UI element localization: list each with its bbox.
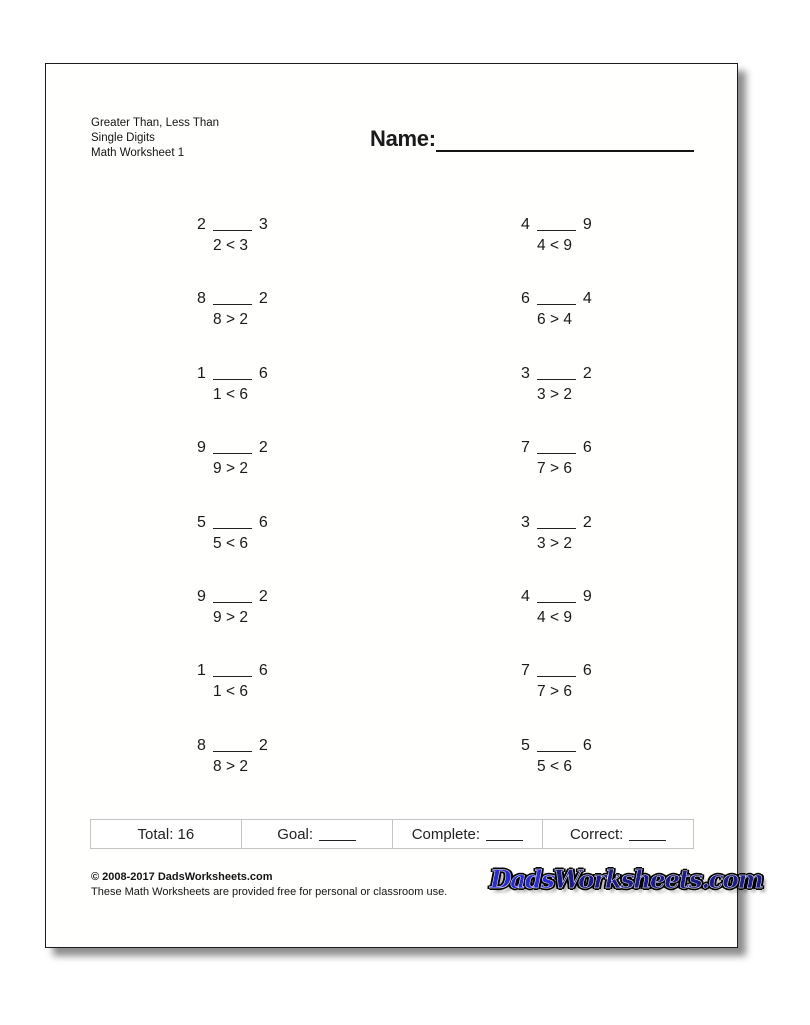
operand-right: 2 [582, 513, 592, 531]
problem-7 [197, 661, 268, 735]
operand-right: 2 [258, 439, 268, 457]
operand-left: 8 [197, 736, 206, 754]
answer-text: 6 > 4 [537, 311, 572, 329]
comparison-blank [213, 673, 252, 677]
problem-8 [197, 736, 268, 810]
operand-right: 6 [582, 736, 592, 754]
operand-right: 2 [582, 364, 592, 382]
answer-text: 7 > 6 [537, 460, 572, 478]
operand-right: 4 [582, 290, 592, 308]
complete-cell [393, 820, 544, 848]
footer-text [91, 870, 447, 900]
operand-left: 5 [521, 736, 530, 754]
comparison-blank [537, 748, 576, 752]
operand-right: 9 [582, 587, 592, 605]
operand-right: 6 [258, 662, 268, 680]
worksheet-number: Math Worksheet 1 [91, 146, 185, 159]
problems-left-column [197, 215, 268, 810]
operand-left: 1 [197, 364, 206, 382]
comparison-blank [537, 450, 576, 454]
comparison-blank [213, 525, 252, 529]
operand-right: 6 [258, 513, 268, 531]
comparison-blank [213, 376, 252, 380]
dadsworksheets-logo [490, 865, 763, 894]
comparison-blank [213, 748, 252, 752]
copyright-line: © 2008-2017 DadsWorksheets.com [91, 871, 273, 883]
operand-left: 7 [521, 662, 530, 680]
goal-blank-line [319, 829, 356, 841]
logo-worksheets-text: Worksheets [553, 865, 702, 894]
answer-text: 3 > 2 [537, 534, 572, 552]
answer-text: 9 > 2 [213, 608, 248, 626]
correct-blank-line [629, 829, 666, 841]
name-row [370, 126, 694, 152]
logo-dads-text: Dads [490, 865, 554, 894]
problem-3 [197, 364, 268, 438]
operand-left: 5 [197, 513, 206, 531]
comparison-blank [537, 301, 576, 305]
answer-text: 7 > 6 [537, 683, 572, 701]
problem-14 [521, 587, 592, 661]
answer-text: 3 > 2 [537, 385, 572, 403]
logo-tld-text: .com [701, 865, 763, 894]
worksheet-title: Greater Than, Less Than [91, 117, 220, 129]
operand-left: 1 [197, 662, 206, 680]
problem-15 [521, 661, 592, 735]
problem-10 [521, 289, 592, 363]
total-label: Total: 16 [137, 825, 195, 843]
operand-left: 8 [197, 290, 206, 308]
correct-cell [543, 820, 693, 848]
problem-2 [197, 289, 268, 363]
operand-right: 2 [258, 587, 268, 605]
answer-text: 5 < 6 [537, 757, 572, 775]
operand-right: 2 [258, 290, 268, 308]
answer-text: 1 < 6 [213, 385, 248, 403]
operand-left: 7 [521, 439, 530, 457]
answer-text: 8 > 2 [213, 311, 248, 329]
correct-label: Correct: [569, 825, 624, 843]
problem-13 [521, 513, 592, 587]
comparison-blank [213, 599, 252, 603]
operand-left: 3 [521, 513, 530, 531]
problems-right-column [521, 215, 592, 810]
answer-text: 4 < 9 [537, 608, 572, 626]
problem-6 [197, 587, 268, 661]
problem-1 [197, 215, 268, 289]
comparison-blank [213, 450, 252, 454]
operand-right: 6 [582, 439, 592, 457]
name-label: Name: [370, 126, 436, 151]
operand-right: 2 [258, 736, 268, 754]
operand-right: 6 [258, 364, 268, 382]
comparison-blank [537, 525, 576, 529]
comparison-blank [213, 227, 252, 231]
answer-text: 9 > 2 [213, 460, 248, 478]
worksheet-page [45, 63, 763, 948]
answer-text: 1 < 6 [213, 683, 248, 701]
operand-left: 9 [197, 587, 206, 605]
problem-4 [197, 438, 268, 512]
operand-left: 3 [521, 364, 530, 382]
complete-blank-line [486, 829, 523, 841]
problem-9 [521, 215, 592, 289]
comparison-blank [537, 599, 576, 603]
answer-text: 2 < 3 [213, 237, 248, 254]
answer-text: 5 < 6 [213, 534, 248, 552]
operand-right: 3 [258, 216, 268, 233]
problem-12 [521, 438, 592, 512]
operand-right: 6 [582, 662, 592, 680]
comparison-blank [537, 227, 576, 231]
goal-cell [242, 820, 393, 848]
operand-right: 9 [582, 216, 592, 233]
worksheet-header [91, 116, 219, 160]
worksheet-subtitle: Single Digits [91, 131, 155, 144]
comparison-blank [537, 376, 576, 380]
operand-left: 2 [197, 216, 206, 233]
comparison-blank [213, 301, 252, 305]
total-cell [91, 820, 242, 848]
operand-left: 6 [521, 290, 530, 308]
name-blank-line [436, 126, 694, 152]
problem-11 [521, 364, 592, 438]
problem-5 [197, 513, 268, 587]
goal-label: Goal: [277, 825, 314, 843]
answer-text: 8 > 2 [213, 757, 248, 775]
operand-left: 9 [197, 439, 206, 457]
complete-label: Complete: [411, 825, 481, 843]
problem-16 [521, 736, 592, 810]
operand-left: 4 [521, 216, 530, 233]
operand-left: 4 [521, 587, 530, 605]
answer-text: 4 < 9 [537, 237, 572, 254]
score-summary-table [90, 819, 694, 849]
usage-line: These Math Worksheets are provided free for personal or classroom use. [91, 886, 448, 898]
comparison-blank [537, 673, 576, 677]
